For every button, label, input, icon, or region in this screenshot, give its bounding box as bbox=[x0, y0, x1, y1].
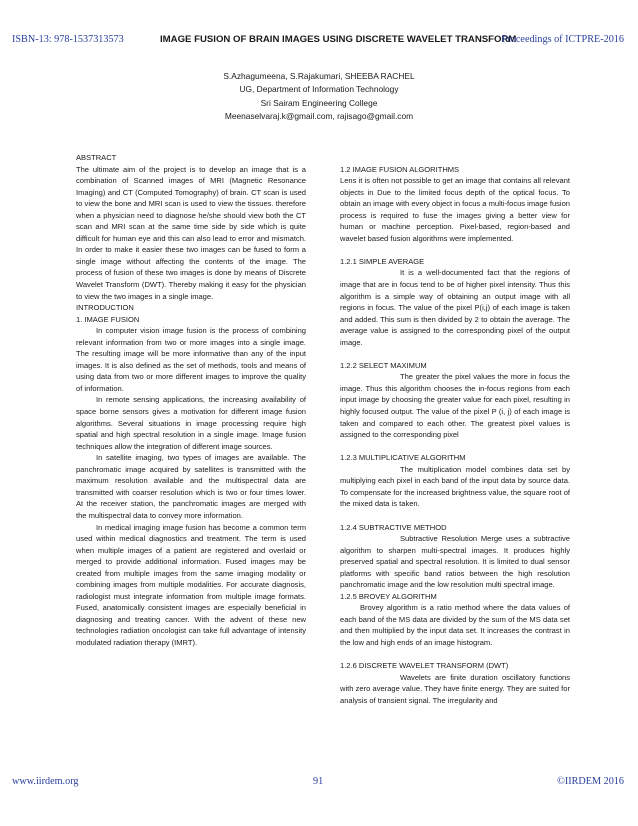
section-1-2-4-heading: 1.2.4 SUBTRACTIVE METHOD bbox=[340, 522, 447, 532]
page-footer bbox=[0, 776, 638, 790]
intro-paragraph-4: In medical imaging image fusion has become a common term used within medical diagnostics and treatment. The term is used when multiple images of a patient are registered and overlaid or merged to provide additional information. Fused images may be created from multiple images from the same imaging modality or combining images from multiple modalities. For accurate diagnosis, radiologist must integrate information from multiple image formats. Fused, anatomically consistent images are especially beneficial in diagnosing and treating cancer. With the advent of these new technologies radiation oncologist can take full advantage of intensity modulated radiation therapy (IMRT). bbox=[76, 522, 306, 647]
running-title: IMAGE FUSION OF BRAIN IMAGES USING DISCRETE WAVELET TRANSFORM bbox=[160, 34, 517, 45]
section-1-2-6-heading: 1.2.6 DISCRETE WAVELET TRANSFORM (DWT) bbox=[340, 661, 509, 671]
image-fusion-heading: 1. IMAGE FUSION bbox=[76, 314, 140, 324]
left-column bbox=[76, 152, 306, 649]
section-1-2-5-text: Brovey algorithm is a ratio method where the data values of each band of the MS data are divided by the sum of the MS data set and then multiplied by the input data set. It increases the contrast in the low and high ends of an image histogram. bbox=[340, 603, 570, 647]
section-1-2-6-text: Wavelets are finite duration oscillatory functions with zero average value. They have finite energy. They are suited for analysis of transient signal. The irregularity and bbox=[340, 672, 570, 705]
section-1-2-heading: 1.2 IMAGE FUSION ALGORITHMS bbox=[340, 164, 460, 174]
footer-copyright: ©IIRDEM 2016 bbox=[557, 776, 624, 787]
introduction-heading: INTRODUCTION bbox=[76, 303, 134, 313]
proceedings-text: Proceedings of ICTPRE-2016 bbox=[501, 34, 624, 45]
intro-paragraph-2: In remote sensing applications, the increasing availability of space borne sensors gives a motivation for different image fusion algorithms. Several situations in image processing require high spatial and high spectral resolution in a single image. Image fusion techniques allow the integration of different image sources. bbox=[76, 395, 306, 451]
author-emails: Meenaselvaraj.k@gmail.com, rajisago@gmail.com bbox=[224, 111, 414, 122]
abstract-heading: ABSTRACT bbox=[76, 153, 117, 162]
right-column bbox=[340, 152, 570, 706]
section-1-2-3-text: The multiplication model combines data set by multiplying each pixel in each band of the input data by source data. To compensate for the increased brightness value, the square root of the mixed data is taken. bbox=[340, 464, 570, 509]
footer-url[interactable]: www.iirdem.org bbox=[12, 776, 79, 787]
section-1-2-2-heading: 1.2.2 SELECT MAXIMUM bbox=[340, 360, 427, 370]
author-college: Sri Sairam Engineering College bbox=[260, 97, 378, 108]
abstract-text: The ultimate aim of the project is to develop an image that is a combination of Scanned images of MRI (Magnetic Resonance Imaging) and CT (Computed Tomography) of brain. CT scan is used to view the bone and MRI scan is used to view the tissues. therefore when a physician need to diagnose he/she should view both the CT scan and MRI scan at the same time side by side which is quite difficult for human eye and this can also lead to error and mismatch. In order to make it easier these two images can be fused to form a single image without affecting the contents of the image. The process of fusion of these two images is done by means of Discrete Wavelet Transform (DWT). Thereby making it easy for the physician to view the two images in a single image. bbox=[76, 164, 306, 301]
page-header bbox=[0, 34, 638, 48]
section-1-2-3-heading: 1.2.3 MULTIPLICATIVE ALGORITHM bbox=[340, 453, 466, 463]
section-1-2-text: Lens it is often not possible to get an image that contains all relevant objects in Due to the limited focus depth of the optical focus. To obtain an image with every object in focus a multi-focus image fusion process is required to fuse the images giving a better view for human or machine perception. Pixel-based, region-based and wavelet based fusion algorithms were implemented. bbox=[340, 176, 570, 243]
isbn-text: ISBN-13: 978-1537313573 bbox=[12, 34, 124, 45]
intro-paragraph-3: In satellite imaging, two types of images are available. The panchromatic image acquired by satellites is transmitted with the maximum resolution available and the multispectral data are transmitted with coarser resolution which is two or four times lower. At the receiver station, the panchromatic images are merged with the multispectral data to convey more information. bbox=[76, 453, 306, 520]
intro-paragraph-1: In computer vision image fusion is the process of combining relevant information from two or more images into a single image. The resulting image will be more informative than any of the input images. It is also defined as the set of methods, tools and means of using data from two or more different images to improve the quality of information. bbox=[76, 326, 306, 393]
section-1-2-2-text: The greater the pixel values the more in focus the image. Thus this algorithm chooses the in-focus regions from each input image by choosing the greater value for each pixel, resulting in highly focused output. The value of the pixel P (i, j) of each image is taken and compared to each other. The greatest pixel values is assigned to the corresponding pixel bbox=[340, 372, 570, 440]
section-1-2-4-text: Subtractive Resolution Merge uses a subtractive algorithm to sharpen multi-spectral images. It produces highly preserved spatial and spectral resolution. It is limited to dual sensor platforms with specific band ratios between the high resolution panchromatic image and the low resolution multi spectral image. bbox=[340, 534, 570, 590]
section-1-2-1-text: It is a well-documented fact that the regions of image that are in focus tend to be of higher pixel intensity. Thus this algorithm is a simple way of obtaining an output image with all regions in focus. The value of the pixel P(i,j) of each image is taken and added. This sum is then divided by 2 to obtain the average. The average value is assigned to the corresponding pixel of the output image. bbox=[340, 268, 570, 347]
author-names: S.Azhagumeena, S.Rajakumari, SHEEBA RACHEL bbox=[223, 71, 415, 81]
author-department: UG, Department of Information Technology bbox=[239, 84, 399, 95]
section-1-2-5-heading: 1.2.5 BROVEY ALGORITHM bbox=[340, 591, 437, 601]
section-1-2-1-heading: 1.2.1 SIMPLE AVERAGE bbox=[340, 256, 425, 266]
page-number: 91 bbox=[313, 776, 324, 787]
author-block bbox=[0, 70, 638, 124]
